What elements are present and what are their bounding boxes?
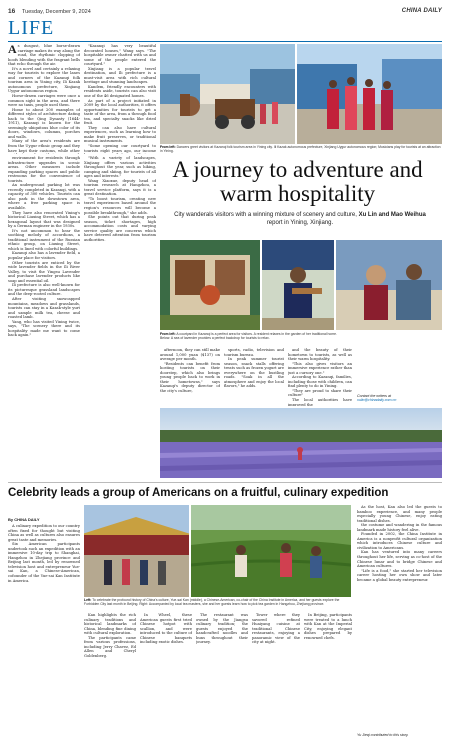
- paragraph: She points out that during peak season, ticket shortages, high accommodation costs and varying service quality are concerns which have deterred attention from tourism authorities.: [84, 215, 156, 242]
- issue-date: Tuesday, December 9, 2024: [22, 9, 91, 15]
- paragraph: They can also have cultural experiences, such as learning how to make fruit preserves, or traditional musical instruments.: [84, 125, 156, 144]
- paragraph: "Life is a food," she started her television career hosting her own show and later became a global beauty entrepreneur.: [357, 568, 442, 582]
- paragraph: Many of the area's residents are from the Uygur ethnic group and they have kept their customs, while other: [8, 139, 80, 153]
- paragraph: "Some opening our courtyard to tourists eight years ago, our income: [84, 144, 156, 153]
- caption-label-2: From left:: [160, 332, 176, 336]
- paragraph: An underground parking lot was recently completed in Kazanqi, with a capacity of 300 vehicles. Tourists can also park in the downtown area, where a free parking space is available.: [8, 183, 80, 211]
- deck-end: report in Yining, Xinjiang.: [266, 219, 334, 226]
- paragraph: Founded in 2002, the China Institute in America is a nonprofit cultural organization which introduces Chinese culture and civilization to Americans.: [357, 532, 442, 550]
- second-column-4: [196, 613, 248, 733]
- courtyard-photo: [160, 240, 260, 330]
- paragraph: Kazanqi also has a lavender field, a popular place for visitors.: [8, 251, 80, 261]
- paragraph: In peak summer tourist season, snack stalls offering treats such as frozen yogurt are everywhere on the bustling roads. "Soak in all the atmosphere and enjoy the local flavors," he adds.: [224, 357, 284, 389]
- caption-text: Dancers greet visitors at Kazanqi folk tourism area in Yining city. Ili Kazak autonomous prefecture, Xinjiang Uygur autonomous region; Musicians play for tourists at an attraction in Yining.: [160, 145, 441, 154]
- musician-photo: [262, 240, 334, 330]
- story-column-7: [357, 340, 442, 392]
- paragraph: "Residents can benefit from hosting tourists on their doorstep, which also brings young people back to work in their hometowns," says Kazanqi's deputy director of the city's culture,: [160, 361, 220, 393]
- paragraph: the costume and wandering in the famous landmark made history feel alive.: [357, 523, 442, 532]
- paragraph: Ili prefecture is also well-known for its picturesque grassland landscapes and the deep-rooted culture.: [8, 283, 80, 297]
- top-story-headline: A journey to adventure and warm hospitality: [172, 157, 423, 206]
- story-column-1b: [8, 156, 80, 372]
- second-column-8: [357, 505, 442, 730]
- paragraph: After visiting snowcapped mountains, meadows and grasslands, tourists can stay in a Kazak-style yurt and sample milk tea, cheese and roasted lamb.: [8, 296, 80, 320]
- paragraph: "Kazanqi has very beautiful decorated houses," Wang says. "The hospitable owner chatted with us and some of the people entered the courtyard.": [84, 44, 156, 67]
- caption-text-3: To celebrate the profound history of China's culture, Yue-sai Kan (middle), a Chinese-American, co-chair of the China Institute in America, and her guests explore the Forbidden City last month in Beijing. Right: Accompanied by local tea masters, she and her guests learn how to pick tea garden in Hangzhou, Zhejiang province.: [84, 598, 340, 607]
- grandmother-photo: [336, 240, 442, 330]
- paragraph: afternoon, they can still make around 1,000 yuan ($137) on average per month.: [160, 348, 220, 362]
- paragraph: "This also gives visitors an immersive experience rather than just a cursory one.": [288, 361, 352, 375]
- paragraph: It's a novel and certainly a relaxing way for tourists to explore the lanes and corners of the Kazanqi folk tourism area in Yining city, Ili Kazak autonomous prefecture, Xinjiang Uygur autonomous region.: [8, 66, 80, 94]
- story-column-1: [8, 44, 80, 154]
- paragraph: Xinjiang is a popular travel destination, and Ili prefecture is a must-visit area with rich cultural heritage and stunning landscapes.: [84, 66, 156, 85]
- second-column-5: [252, 613, 300, 733]
- paragraph: They have also renovated Yining's historical Liuxing Street, which has a hexagonal layout that was designed by a German engineer in the 1930s.: [8, 210, 80, 229]
- paragraph: A culinary expedition to our country often fixed for thought but visiting China as well as cultures also ensures great taste and memories.: [8, 524, 80, 542]
- middle-photo-caption: [160, 332, 340, 340]
- paragraph: It's not uncommon to hear the soothing melody of accordions, a traditional instrument of the Russian ethnic group, on Liuxing Street, which is lined with colorful buildings.: [8, 228, 80, 251]
- paragraph: environment for residents through infrastructure upgrades in scenic areas. Other measures include expanding parking spaces and public restrooms for the convenience of tourists.: [8, 156, 80, 183]
- top-story-deck: [170, 212, 430, 227]
- paragraph: Kan has ventured into many careers throughout her life, serving as co-host of the Chinese lunar and to bridge Chinese and American cultures.: [357, 550, 442, 569]
- paragraph: Other tourists are enticed by the wide lavender fields in the Ili River Valley, to visit the Yingsu Lavender and purchase lavender products like soap and essential oil.: [8, 260, 80, 283]
- caption-label: From left:: [160, 145, 176, 149]
- paragraph: Kandem, friendly encounters with residents aside, tourists can also visit one of the 46 designated homes.: [84, 84, 156, 99]
- paragraph: As dusgust, blue borse-drawn carriage makes its way along the road, the rhythmic clopping of hoofs blending with the fragrant bells that echo through the air.: [8, 44, 80, 67]
- page-number: 16: [8, 8, 16, 15]
- second-photo-caption: [84, 598, 351, 606]
- section-rule: [8, 41, 442, 42]
- paragraph: Wang Xiaoxue, deputy head of tourism research at Hangzhou, a travel service platform, says it is a great destination.: [84, 178, 156, 197]
- paragraph: Yang, who has visited Yining twice, says, "The scenery there and its hospitality made me want to come back again.": [8, 319, 80, 338]
- story-column-5: [288, 348, 352, 406]
- paragraph: "They are proud to share their culture": [288, 388, 352, 398]
- contact-email[interactable]: xulin@chinadaily.com.cn: [357, 398, 397, 403]
- story-column-2b: [84, 156, 156, 372]
- caption-label-3: Left:: [84, 598, 92, 602]
- paragraph: The local authorities have improved the: [288, 398, 352, 406]
- deck-bylines: Xu Lin and Mao Weihua: [358, 212, 426, 218]
- masthead: CHINA DAILY: [401, 8, 442, 14]
- story-column-2: [84, 44, 156, 154]
- second-story-contact: Yu Jieqi contributed to this story.: [357, 733, 409, 737]
- paragraph: In Wheel, these American guests first tried Chinese hotpot with scallion, and were introduced to the culture of Chinese banquets including exotic dishes.: [140, 613, 192, 645]
- second-column-2: [84, 613, 136, 733]
- section-title: LIFE: [8, 17, 55, 39]
- paragraph: As part of a project initiated in 2009 by the local authorities, it offers opportunities for tourists to get a taste of the area, from a through food tea, and specialty snacks like dried fruit.: [84, 98, 156, 126]
- story-column-4: [224, 348, 284, 406]
- second-column-1: [8, 524, 80, 729]
- paragraph: "To boost tourism, creating new travel experiences based around the region's resources will become a possible breakthrough," she adds.: [84, 196, 156, 215]
- second-column-3: [140, 613, 192, 733]
- drop-cap: A: [8, 44, 17, 56]
- paragraph: As the host, Kan also led the guests to bamboo experience, and many people especially young Chinese, enjoy eating traditional dishes.: [357, 505, 442, 523]
- paragraph: The participants came from various professions, including Jerry Chavez, Ed Allen and Cheryl Goldenberg.: [84, 635, 136, 658]
- top-photo-caption: [160, 145, 442, 153]
- paragraph: Tower where they savored refined Huaiyang cuisine at traditional Chinese restaurants, enjoying a panoramic view of the city at night.: [252, 613, 300, 645]
- second-story-byline: By CHINA DAILY: [8, 517, 40, 522]
- paragraph: and the beauty of their hometown to tourists, as well as their warm hospitality.: [288, 348, 352, 362]
- paragraph: Horse-drawn carriages were once a common sight in the area, and there were no taxis, people used them.: [8, 94, 80, 108]
- page-header: [8, 6, 442, 16]
- paragraph: In Beijing, participants were treated to a lunch with Kan at the Imperial City, enjoying elegant dishes prepared by renowned chefs.: [304, 613, 352, 640]
- contact-label: Contact the writers at: [357, 394, 391, 398]
- lavender-field-photo: [160, 408, 442, 478]
- caption-text-2: A courtyard in Kazanqi is a perfect area for visitors. A resident relaxes in the garden of her traditional home. Below: A sea of lavender provides a perfect backdrop for tourists to relax.: [160, 332, 337, 341]
- paragraph: "With a variety of landscapes, Xinjiang offers various activities throughout the year, such as hiking, camping and skiing, for tourists of all ages and interests.": [84, 156, 156, 179]
- dancers-photo: [297, 44, 442, 144]
- paragraph: The restaurant was owned by the Jiangsu culinary tradition; the guests enjoyed the handcrafted noodles and buns throughout their journey.: [196, 613, 248, 645]
- paragraph: Six American participants undertook such an expedition with an immersive 10-day trip to Shanghai, Hangzhou in Zhejiang province and Beijing last month, led by renowned television host and entrepreneur Yue-sai Kan, a Chinese-American, cofounder of the Yue-sai Kan Institute in America.: [8, 542, 80, 583]
- contact-block: [357, 394, 445, 403]
- second-story-headline: Celebrity leads a group of Americans on a fruitful, culinary expedition: [8, 487, 389, 499]
- second-column-6: [304, 613, 352, 733]
- paragraph: sports, radio, television and tourism bureau.: [224, 348, 284, 357]
- section-divider: [8, 482, 442, 483]
- tea-picking-photo: [191, 505, 351, 597]
- forbidden-city-photo: [84, 505, 189, 597]
- paragraph: Kan highlights the rich culinary traditions and historical landmarks of China, blending fine dining with cultural exploration.: [84, 613, 136, 636]
- paragraph: Home to about 200 examples of different styles of architecture dating back to the Qing Dynasty (1644-1911), Kazanqi is known for the seemingly ubiquitous blue color of its doors, windows, columns, porches and walls.: [8, 107, 80, 139]
- paragraph: According to Kazanqi, families, including those with children, can find plenty to do in Yining.: [288, 375, 352, 389]
- horse-carriage-photo: [160, 44, 295, 144]
- story-column-3: [160, 348, 220, 406]
- deck-text: City wanderals visitors with a winning mixture of scenery and culture,: [174, 212, 359, 218]
